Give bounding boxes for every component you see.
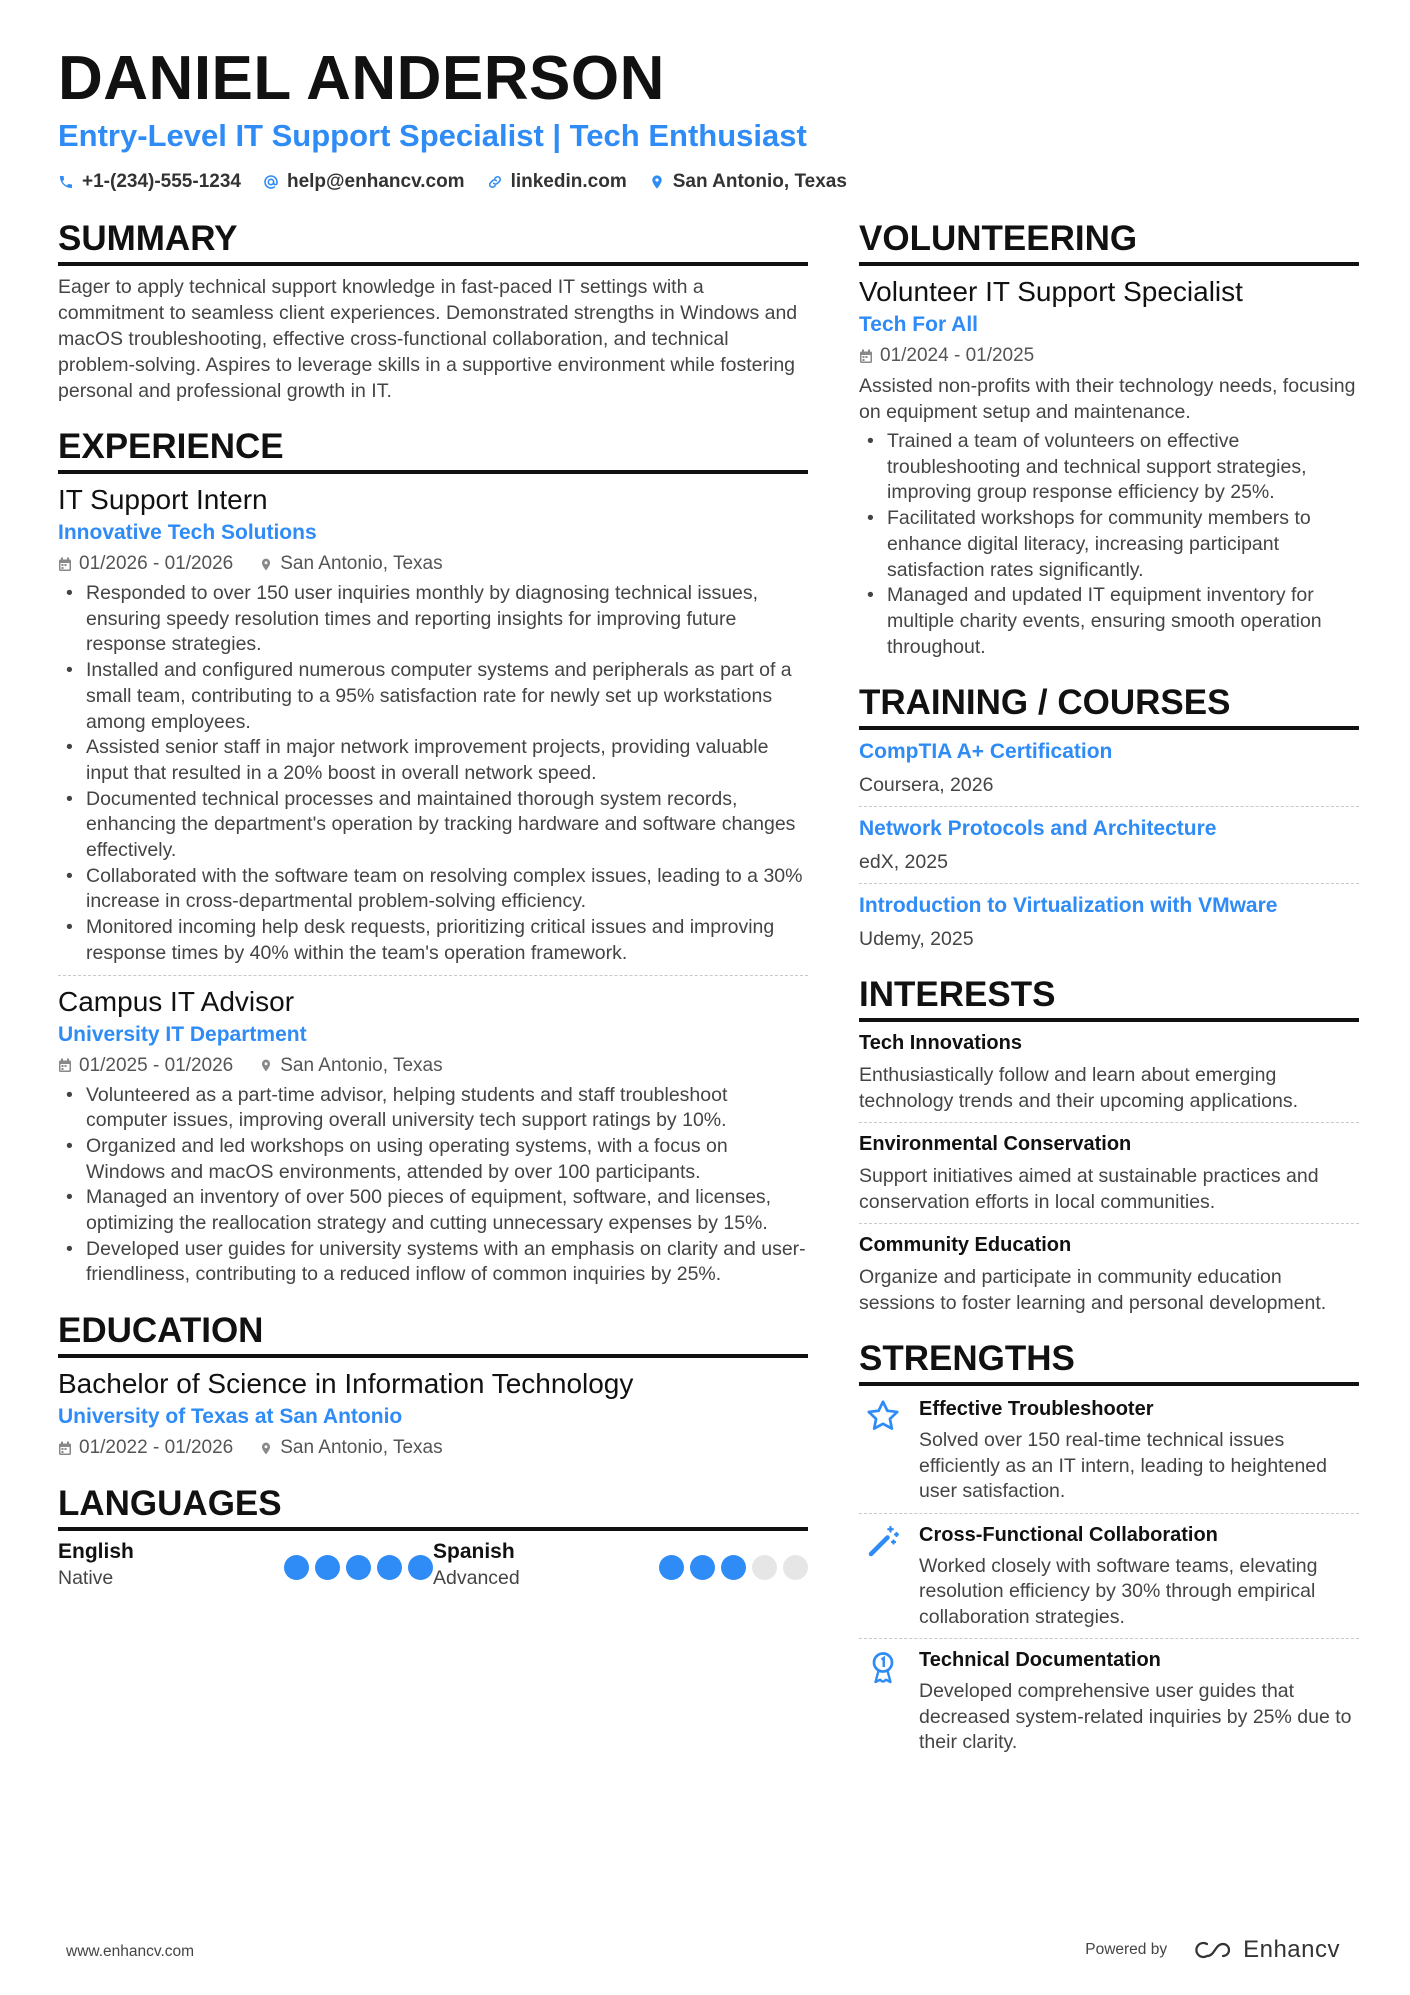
strength-title: Cross-Functional Collaboration: [919, 1523, 1218, 1546]
bullet-item: • Assisted senior staff in major network improvement projects, providing valuable input that resulted in a 20% boost in overall network speed.: [58, 735, 808, 786]
strength-title: Effective Troubleshooter: [919, 1398, 1154, 1421]
course-provider: edX, 2025: [859, 851, 948, 874]
education-school: University of Texas at San Antonio: [58, 1405, 403, 1429]
interests-section: [859, 974, 1359, 1316]
experience-dates: [58, 551, 233, 577]
experience-location: [259, 1053, 442, 1079]
volunteering-role: Volunteer IT Support Specialist: [859, 276, 1243, 307]
rating-dot-filled: [690, 1555, 715, 1580]
bullet-item: • Developed user guides for university systems with an emphasis on clarity and user-friendliness, contributing to a reduced inflow of common inquiries by 25%.: [58, 1237, 808, 1288]
strength-item: [859, 1647, 1359, 1756]
rating-dot-filled: [408, 1555, 433, 1580]
rating-dot-filled: [721, 1555, 746, 1580]
bullet-item: • Responded to over 150 user inquiries monthly by diagnosing technical issues, ensuring speedy resolution times and reporting insights for improving future response strategies.: [58, 581, 808, 658]
bullet-item: • Facilitated workshops for community members to enhance digital literacy, increasing participant satisfaction rates significantly.: [859, 506, 1359, 583]
volunteering-title: VOLUNTEERING: [859, 218, 1359, 266]
volunteering-meta: [859, 343, 1359, 369]
calendar-icon: [859, 349, 873, 364]
contact-location-text: San Antonio, Texas: [672, 171, 847, 192]
language-level: Advanced: [433, 1567, 520, 1590]
award-ribbon-icon: [865, 1649, 901, 1685]
training-section: [859, 682, 1359, 952]
bullet-item: • Managed an inventory of over 500 pieces of equipment, software, and licenses, optimizing the reallocation strategy and cutting unnecessary expenses by 15%.: [58, 1185, 808, 1236]
rating-dot-filled: [377, 1555, 402, 1580]
language-item: [433, 1539, 808, 1591]
strength-text: Worked closely with software teams, elevating resolution efficiency by 30% through empirical collaboration strategies.: [919, 1554, 1318, 1628]
experience-meta: [58, 551, 808, 577]
interest-title: Tech Innovations: [859, 1032, 1022, 1055]
contact-email[interactable]: [263, 169, 465, 195]
course-item: [859, 738, 1359, 798]
experience-location-text: San Antonio, Texas: [280, 1054, 443, 1076]
calendar-icon: [58, 557, 72, 572]
bullet-item: • Documented technical processes and maintained thorough system records, enhancing the department's operation by tracking hardware and software changes effectively.: [58, 787, 808, 864]
divider: [859, 1223, 1359, 1224]
languages-section: [58, 1483, 808, 1591]
education-dates: [58, 1435, 233, 1461]
link-icon: [487, 174, 503, 190]
language-item: [58, 1539, 433, 1591]
interest-item: [859, 1131, 1359, 1215]
strength-title: Technical Documentation: [919, 1649, 1161, 1672]
experience-meta: [58, 1053, 808, 1079]
contact-email-text: help@enhancv.com: [286, 171, 465, 192]
divider: [859, 1638, 1359, 1639]
experience-role: Campus IT Advisor: [58, 985, 295, 1017]
contact-location: [649, 169, 847, 195]
contact-bar: [58, 169, 847, 195]
interest-title: Community Education: [859, 1234, 1072, 1257]
magic-wand-icon: [865, 1524, 901, 1560]
headline: Entry-Level IT Support Specialist | Tech Enthusiast: [58, 118, 807, 153]
bullet-item: • Trained a team of volunteers on effective troubleshooting and technical support strategies, improving group response efficiency by 25%.: [859, 429, 1359, 506]
brand-name: Enhancv: [1243, 1936, 1340, 1963]
interest-item: [859, 1030, 1359, 1114]
volunteering-bullets: [859, 429, 1359, 660]
at-icon: [263, 174, 279, 190]
language-rating: [284, 1555, 433, 1580]
interest-text: Support initiatives aimed at sustainable practices and conservation efforts in local communities.: [859, 1165, 1319, 1214]
enhancv-logo-icon: [1193, 1938, 1237, 1962]
volunteering-dates: [859, 343, 1034, 369]
rating-dot-filled: [284, 1555, 309, 1580]
experience-item: [58, 482, 808, 967]
powered-by-label: Powered by: [1085, 1941, 1168, 1958]
contact-phone[interactable]: [58, 169, 241, 195]
contact-linkedin-text: linkedin.com: [510, 171, 627, 192]
rating-dot-filled: [659, 1555, 684, 1580]
strength-item: [859, 1396, 1359, 1505]
course-item: [859, 815, 1359, 875]
language-level: Native: [58, 1567, 114, 1590]
footer-website[interactable]: www.enhancv.com: [66, 1943, 195, 1960]
location-pin-icon: [259, 1058, 273, 1073]
location-pin-icon: [259, 1441, 273, 1456]
strengths-section: [859, 1338, 1359, 1756]
experience-bullets: [58, 1083, 808, 1289]
contact-phone-text: +1-(234)-555-1234: [82, 171, 241, 192]
volunteering-org: Tech For All: [859, 313, 979, 336]
phone-icon: [58, 174, 74, 190]
volunteering-section: [859, 218, 1359, 660]
languages-list: [58, 1539, 808, 1591]
experience-company: Innovative Tech Solutions: [58, 521, 317, 544]
right-column: [859, 218, 1359, 1778]
experience-location: [259, 551, 442, 577]
education-location-text: San Antonio, Texas: [280, 1437, 443, 1459]
course-item: [859, 892, 1359, 952]
education-location: [259, 1435, 442, 1461]
contact-linkedin[interactable]: [487, 169, 627, 195]
experience-item: [58, 984, 808, 1289]
education-dates-text: 01/2022 - 01/2026: [79, 1437, 234, 1459]
interests-title: INTERESTS: [859, 974, 1359, 1022]
interest-item: [859, 1232, 1359, 1316]
course-provider: Coursera, 2026: [859, 774, 994, 797]
languages-title: LANGUAGES: [58, 1483, 808, 1531]
location-pin-icon: [259, 557, 273, 572]
rating-dot-filled: [315, 1555, 340, 1580]
rating-dot-empty: [783, 1555, 808, 1580]
experience-dates-text: 01/2025 - 01/2026: [79, 1054, 234, 1076]
experience-section: [58, 426, 808, 1288]
training-title: TRAINING / COURSES: [859, 682, 1359, 730]
location-pin-icon: [649, 174, 665, 190]
divider: [859, 806, 1359, 807]
education-meta: [58, 1435, 808, 1461]
experience-bullets: [58, 581, 808, 967]
experience-company: University IT Department: [58, 1022, 307, 1046]
divider: [58, 975, 808, 976]
course-title: Network Protocols and Architecture: [859, 817, 1217, 841]
bullet-item: • Installed and configured numerous computer systems and peripherals as part of a small team, contributing to a 95% satisfaction rate for newly set up workstations among employees.: [58, 658, 808, 735]
star-icon: [865, 1398, 901, 1434]
interest-text: Enthusiastically follow and learn about emerging technology trends and their upcoming applications.: [859, 1064, 1299, 1113]
strength-item: [859, 1522, 1359, 1631]
bullet-item: • Organized and led workshops on using operating systems, with a focus on Windows and macOS environments, attended by over 100 participants.: [58, 1134, 808, 1185]
divider: [859, 1513, 1359, 1514]
experience-dates-text: 01/2026 - 01/2026: [79, 553, 234, 574]
candidate-name: DANIEL ANDERSON: [58, 44, 665, 113]
brand-logo[interactable]: [1193, 1936, 1340, 1964]
language-rating: [659, 1555, 808, 1580]
strength-text: Solved over 150 real-time technical issues efficiently as an IT intern, leading to heightened user satisfaction.: [919, 1429, 1327, 1503]
rating-dot-empty: [752, 1555, 777, 1580]
education-title: EDUCATION: [58, 1310, 808, 1358]
volunteering-dates-text: 01/2024 - 01/2025: [880, 345, 1035, 366]
bullet-item: • Collaborated with the software team on resolving complex issues, leading to a 30% increase in cross-departmental problem-solving efficiency.: [58, 864, 808, 915]
strength-text: Developed comprehensive user guides that decreased system-related inquiries by 25% due to their clarity.: [919, 1680, 1352, 1754]
course-provider: Udemy, 2025: [859, 928, 974, 951]
bullet-item: • Monitored incoming help desk requests, prioritizing critical issues and improving response times by 40% within the team's operation framework.: [58, 915, 808, 966]
divider: [859, 1122, 1359, 1123]
strengths-title: STRENGTHS: [859, 1338, 1359, 1386]
experience-title: EXPERIENCE: [58, 426, 808, 474]
interest-title: Environmental Conservation: [859, 1133, 1132, 1156]
divider: [859, 883, 1359, 884]
left-column: [58, 218, 808, 1613]
summary-text: Eager to apply technical support knowledge in fast-paced IT settings with a commitment to seamless client experiences. Demonstrated strengths in Windows and macOS troubleshooting, effective cross-functional collaboration, and technical problem-solving. Aspires to leverage skills in a supportive environment while fostering personal and professional growth in IT.: [58, 276, 798, 402]
bullet-item: • Managed and updated IT equipment inventory for multiple charity events, ensuring smooth operation throughout.: [859, 583, 1359, 660]
education-section: [58, 1310, 808, 1461]
experience-dates: [58, 1053, 233, 1079]
bullet-item: • Volunteered as a part-time advisor, helping students and staff troubleshoot computer issues, improving overall university tech support ratings by 10%.: [58, 1083, 808, 1134]
summary-title: SUMMARY: [58, 218, 808, 266]
footer-branding: [1085, 1936, 1340, 1964]
volunteering-description: Assisted non-profits with their technology needs, focusing on equipment setup and maintenance.: [859, 375, 1356, 423]
language-name: English: [58, 1540, 134, 1564]
calendar-icon: [58, 1441, 72, 1456]
experience-location-text: San Antonio, Texas: [280, 553, 443, 574]
course-title: Introduction to Virtualization with VMware: [859, 894, 1278, 918]
language-name: Spanish: [433, 1540, 515, 1564]
interest-text: Organize and participate in community education sessions to foster learning and personal development.: [859, 1266, 1327, 1315]
rating-dot-filled: [346, 1555, 371, 1580]
experience-role: IT Support Intern: [58, 484, 268, 515]
course-title: CompTIA A+ Certification: [859, 740, 1113, 764]
education-degree: Bachelor of Science in Information Technology: [58, 1368, 634, 1400]
summary-section: [58, 218, 808, 404]
calendar-icon: [58, 1058, 72, 1073]
